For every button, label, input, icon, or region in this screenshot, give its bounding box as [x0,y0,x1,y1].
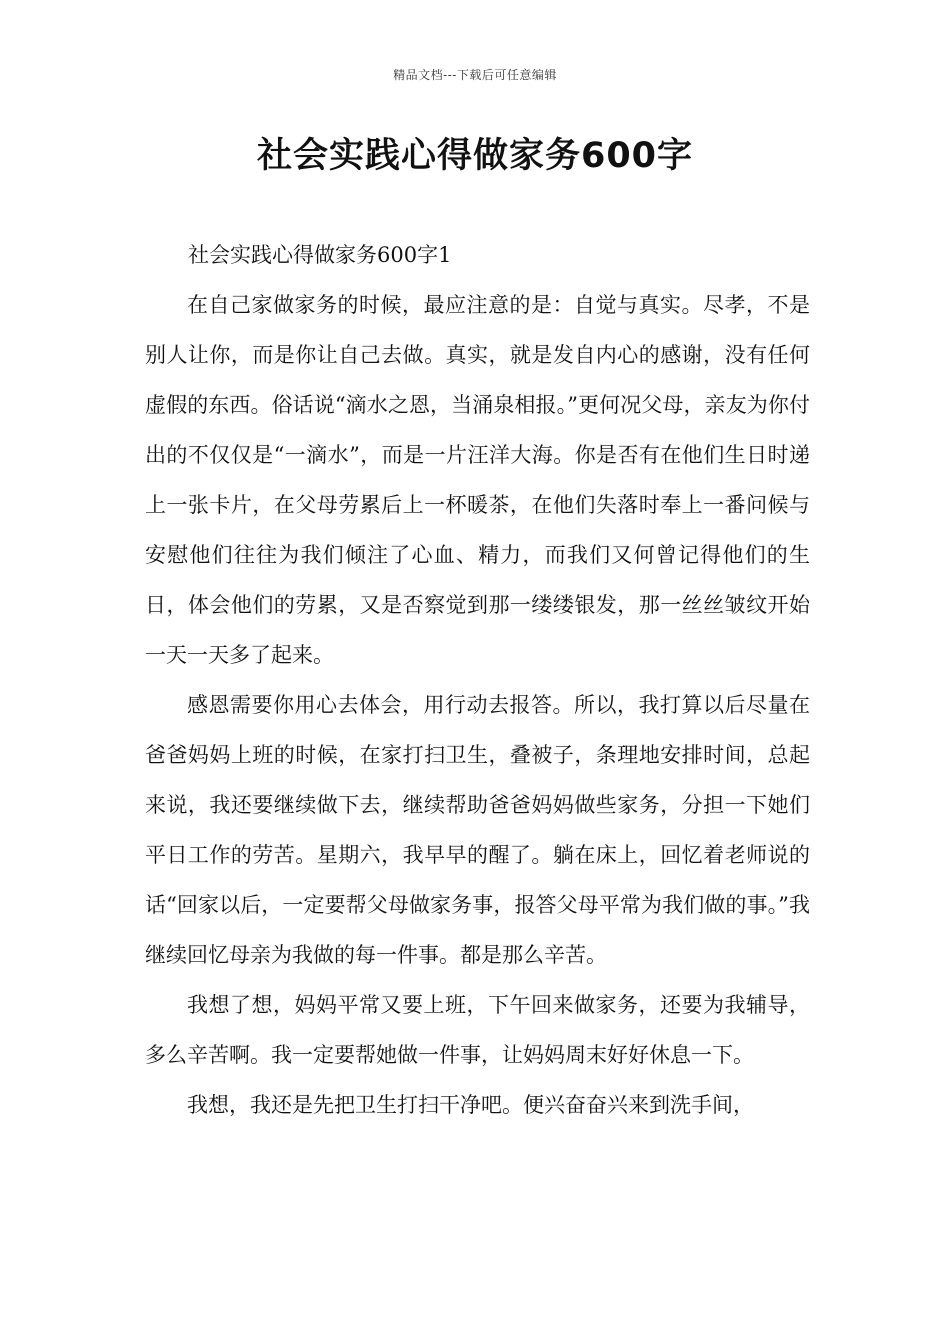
document-body [145,230,810,1130]
paragraph: 我想，我还是先把卫生打扫干净吧。便兴奋奋兴来到洗手间， [187,1093,754,1117]
paragraph: 在自己家做家务的时候，最应注意的是：自觉与真实。尽孝，不是别人让你，而是你让自己去做。真实，就是发自内心的感谢，没有任何虚假的东西。俗话说“滴水之恩，当涌泉相报。”更何况父母，亲友为你付出的不仅仅是“一滴水”，而是一片汪洋大海。你是否有在他们生日时递上一张卡片，在父母劳累后上一杯暖茶，在他们失落时奉上一番问候与安慰他们往往为我们倾注了心血、精力，而我们又何曾记得他们的生日，体会他们的劳累，又是否察觉到那一缕缕银发，那一丝丝皱纹开始一天一天多了起来。 [145,293,810,667]
section-subtitle: 社会实践心得做家务600字1 [188,243,452,267]
document-title: 社会实践心得做家务600字 [256,136,694,176]
paragraph: 我想了想，妈妈平常又要上班，下午回来做家务，还要为我辅导，多么辛苦啊。我一定要帮她做一件事，让妈妈周末好好休息一下。 [145,993,810,1067]
header-note: 精品文档---下载后可任意编辑 [393,68,557,82]
paragraph: 感恩需要你用心去体会，用行动去报答。所以，我打算以后尽量在爸爸妈妈上班的时候，在家打扫卫生，叠被子，条理地安排时间，总起来说，我还要继续做下去，继续帮助爸爸妈妈做些家务，分担一下她们平日工作的劳苦。星期六，我早早的醒了。躺在床上，回忆着老师说的话“回家以后，一定要帮父母做家务事，报答父母平常为我们做的事。”我继续回忆母亲为我做的每一件事。都是那么辛苦。 [145,693,810,967]
